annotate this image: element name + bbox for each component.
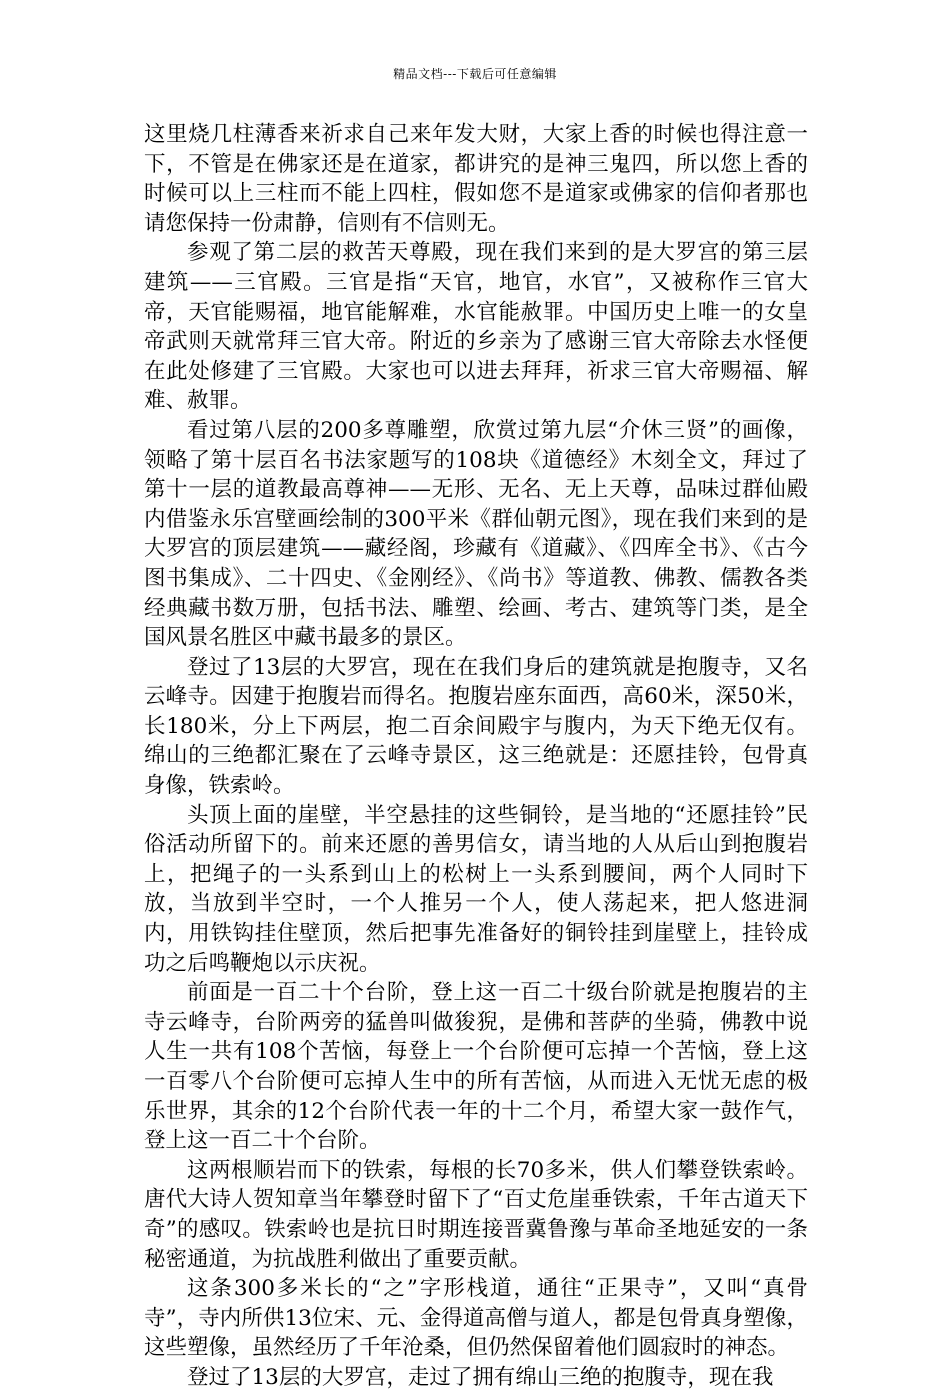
document-body: [144, 120, 808, 1393]
paragraph: 参观了第二层的救苦天尊殿，现在我们来到的是大罗宫的第三层建筑——三官殿。三官是指“天官，地官，水官”，又被称作三官大帝，天官能赐福，地官能解难，水官能赦罪。中国历史上唯一的女皇帝武则天就常拜三官大帝。附近的乡亲为了感谢三官大帝除去水怪便在此处修建了三官殿。大家也可以进去拜拜，祈求三官大帝赐福、解难、赦罪。: [144, 240, 808, 414]
paragraph: 登过了13层的大罗宫，现在在我们身后的建筑就是抱腹寺，又名云峰寺。因建于抱腹岩而得名。抱腹岩座东面西，高60米，深50米，长180米，分上下两层，抱二百余间殿宇与腹内，为天下绝无仅有。绵山的三绝都汇聚在了云峰寺景区，这三绝就是：还愿挂铃，包骨真身像，铁索岭。: [144, 654, 809, 799]
paragraph: 这两根顺岩而下的铁索，每根的长70多米，供人们攀登铁索岭。唐代大诗人贺知章当年攀登时留下了“百丈危崖垂铁索，千年古道天下奇”的感叹。铁索岭也是抗日时期连接晋冀鲁豫与革命圣地延安的一条秘密通道，为抗战胜利做出了重要贡献。: [144, 1157, 808, 1272]
paragraph: 这条300多米长的“之”字形栈道，通往“正果寺”，又叫“真骨寺”，寺内所供13位宋、元、金得道高僧与道人，都是包骨真身塑像，这些塑像，虽然经历了千年沧桑，但仍然保留着他们圆寂时的神态。: [144, 1276, 808, 1361]
paragraph: 头顶上面的崖壁，半空悬挂的这些铜铃，是当地的“还愿挂铃”民俗活动所留下的。前来还愿的善男信女，请当地的人从后山到抱腹岩上，把绳子的一头系到山上的松树上一头系到腰间，两个人同时下放，当放到半空时，一个人推另一个人，使人荡起来，把人悠进洞内，用铁钩挂住壁顶，然后把事先准备好的铜铃挂到崖壁上，挂铃成功之后鸣鞭炮以示庆祝。: [144, 802, 808, 976]
paragraph: 这里烧几柱薄香来祈求自己来年发大财，大家上香的时候也得注意一下，不管是在佛家还是在道家，都讲究的是神三鬼四，所以您上香的时候可以上三柱而不能上四柱，假如您不是道家或佛家的信仰者那也请您保持一份肃静，信则有不信则无。: [144, 122, 808, 236]
page-header: 精品文档---下载后可任意编辑: [393, 67, 557, 81]
paragraph: 看过第八层的200多尊雕塑，欣赏过第九层“介休三贤”的画像，领略了第十层百名书法家题写的108块《道德经》木刻全文，拜过了第十一层的道教最高尊神——无形、无名、无上天尊，品味过群仙殿内借鉴永乐宫壁画绘制的300平米《群仙朝元图》，现在我们来到的是大罗宫的顶层建筑——藏经阁，珍藏有《道藏》、《四库全书》、《古今图书集成》、二十四史、《金刚经》、《尚书》等道教、佛教、儒教各类经典藏书数万册，包括书法、雕塑、绘画、考古、建筑等门类，是全国风景名胜区中藏书最多的景区。: [144, 417, 808, 651]
paragraph: 登过了13层的大罗宫，走过了拥有绵山三绝的抱腹寺，现在我: [187, 1364, 774, 1390]
paragraph: 前面是一百二十个台阶，登上这一百二十级台阶就是抱腹岩的主寺云峰寺，台阶两旁的猛兽叫做狻猊，是佛和菩萨的坐骑，佛教中说人生一共有108个苦恼，每登上一个台阶便可忘掉一个苦恼，登上这一百零八个台阶便可忘掉人生中的所有苦恼，从而进入无忧无虑的极乐世界，其余的12个台阶代表一年的十二个月，希望大家一鼓作气，登上这一百二十个台阶。: [144, 980, 808, 1154]
